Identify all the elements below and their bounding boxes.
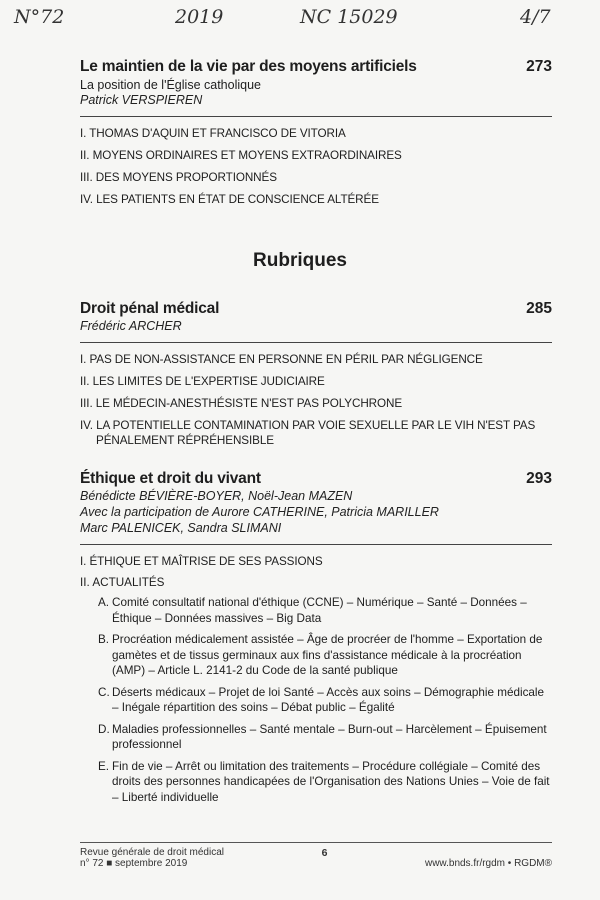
rubrique-outline: [80, 352, 552, 448]
handwritten-fraction: 4/7: [520, 6, 551, 28]
rubrique-page: 285: [526, 300, 552, 317]
footer-issue: n° 72 ■ septembre 2019: [80, 858, 188, 869]
rubrique-author: Marc PALENICEK, Sandra SLIMANI: [80, 521, 282, 535]
actualite-item: A. Comité consultatif national d'éthique (CCNE) – Numérique – Santé – Données – Éthique – Données massives – Big Data: [98, 596, 527, 625]
outline-item-actualites: II. ACTUALITÉS: [80, 576, 165, 589]
actualite-item: E. Fin de vie – Arrêt ou limitation des traitements – Procédure collégiale – Comité des droits des personnes handicapées de l'Organisation des Nations Unies – Voie de fait – Liberté individuelle: [98, 759, 550, 804]
handwritten-number: N°72: [14, 6, 65, 28]
divider: [80, 544, 552, 545]
article-page: 273: [526, 58, 552, 75]
outline-item: I. PAS DE NON-ASSISTANCE EN PERSONNE EN PÉRIL PAR NÉGLIGENCE: [80, 353, 483, 366]
rubrique-droit-penal: [80, 300, 552, 455]
footer-page-number: 6: [321, 847, 328, 859]
actualite-item: D. Maladies professionnelles – Santé mentale – Burn-out – Harcèlement – Épuisement professionnel: [98, 722, 547, 751]
rubrique-title[interactable]: Droit pénal médical: [80, 300, 220, 317]
actualites-list: [80, 595, 552, 805]
rubrique-author: Avec la participation de Aurore CATHERINE, Patricia MARILLER: [80, 505, 439, 519]
page-footer: [80, 842, 552, 869]
outline-item: I. ÉTHIQUE ET MAÎTRISE DE SES PASSIONS: [80, 555, 323, 568]
rubriques-heading: Rubriques: [253, 250, 347, 271]
divider: [80, 342, 552, 343]
article-title[interactable]: Le maintien de la vie par des moyens artificiels: [80, 58, 417, 75]
rubrique-author: Bénédicte BÉVIÈRE-BOYER, Noël-Jean MAZEN: [80, 489, 353, 503]
handwritten-year: 2019: [175, 6, 224, 28]
footer-journal: Revue générale de droit médical: [80, 847, 224, 858]
handwritten-code: NC 15029: [300, 6, 398, 28]
rubrique-page: 293: [526, 470, 552, 487]
actualite-item: C. Déserts médicaux – Projet de loi Santé – Accès aux soins – Démographie médicale – Inégale répartition des soins – Débat public – Égalité: [98, 685, 545, 714]
outline-item: IV. LES PATIENTS EN ÉTAT DE CONSCIENCE ALTÉRÉE: [80, 193, 379, 206]
rubrique-outline: [80, 554, 552, 569]
outline-item: III. DES MOYENS PROPORTIONNÉS: [80, 171, 277, 184]
actualite-item: B. Procréation médicalement assistée – Âge de procréer de l'homme – Exportation de gamètes et de tissus germinaux aux fins d'assistance médicale à la procréation (AMP) – Article L. 2141-2 du Code de la santé publique: [98, 633, 543, 677]
outline-item: II. LES LIMITES DE L'EXPERTISE JUDICIAIRE: [80, 375, 325, 388]
article-subtitle: La position de l'Église catholique: [80, 78, 261, 92]
footer-journal-block: [80, 847, 224, 869]
footer-site[interactable]: www.bnds.fr/rgdm • RGDM®: [424, 858, 552, 869]
rubrique-ethique: [80, 470, 552, 811]
rubrique-author: Frédéric ARCHER: [80, 319, 182, 333]
rubrique-title[interactable]: Éthique et droit du vivant: [80, 470, 261, 487]
divider: [80, 116, 552, 117]
article-maintien-vie: [80, 58, 552, 214]
article-outline: [80, 126, 552, 207]
article-author: Patrick VERSPIEREN: [80, 93, 203, 107]
outline-item: IV. LA POTENTIELLE CONTAMINATION PAR VOIE SEXUELLE PAR LE VIH N'EST PAS PÉNALEMENT RÉPRÉHENSIBLE: [80, 419, 536, 447]
outline-item: II. MOYENS ORDINAIRES ET MOYENS EXTRAORDINAIRES: [80, 149, 402, 162]
outline-item: III. LE MÉDECIN-ANESTHÉSISTE N'EST PAS POLYCHRONE: [80, 397, 403, 410]
outline-item: I. THOMAS D'AQUIN ET FRANCISCO DE VITORIA: [80, 127, 346, 140]
